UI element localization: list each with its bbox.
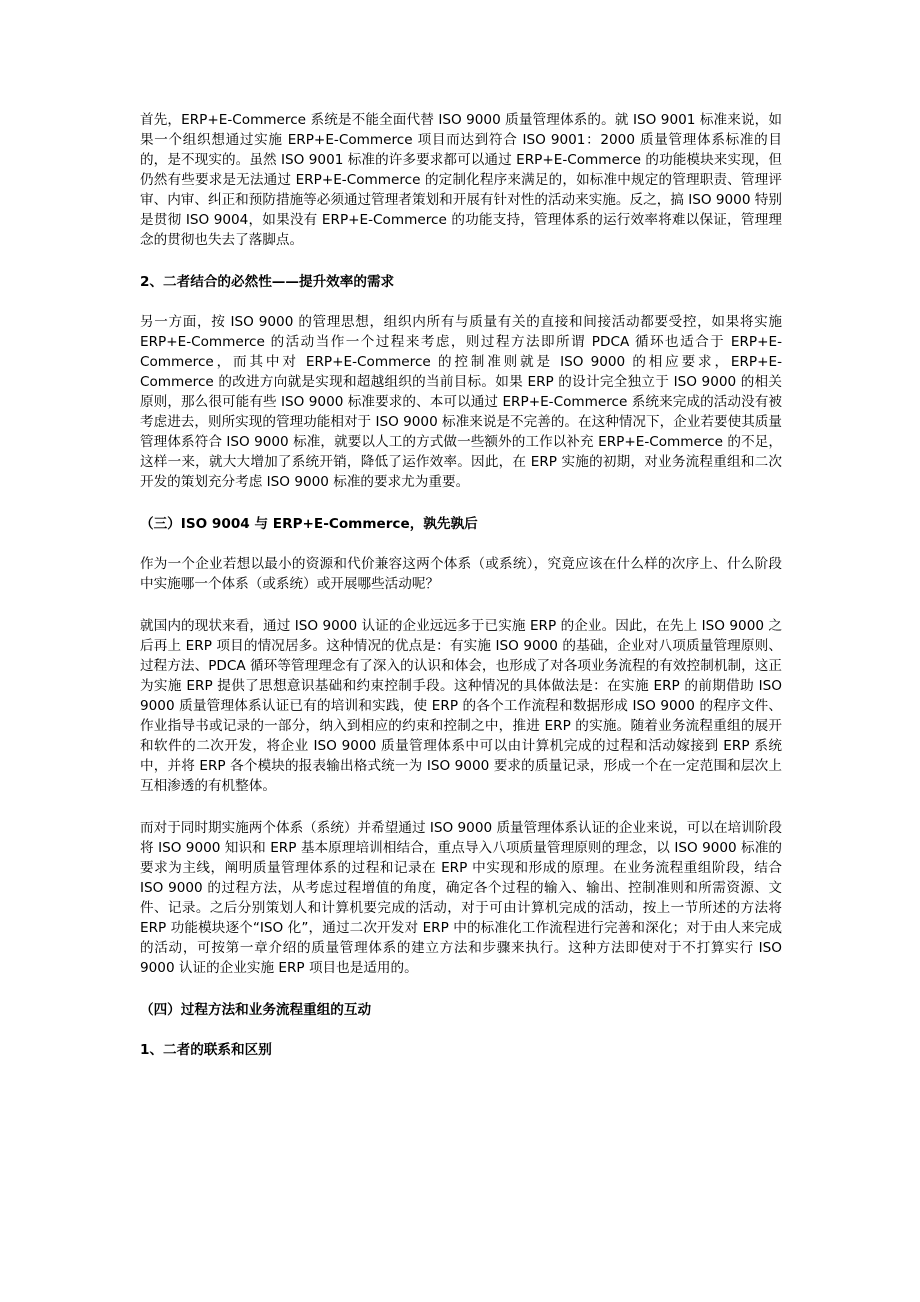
paragraph-3: 作为一个企业若想以最小的资源和代价兼容这两个体系（或系统），究竟应该在什么样的次序上、什么阶段中实施哪一个体系（或系统）或开展哪些活动呢？ — [140, 556, 782, 592]
section-heading-4: （四）过程方法和业务流程重组的互动 — [140, 1002, 372, 1018]
section-heading-2: 2、二者结合的必然性——提升效率的需求 — [140, 274, 395, 290]
section-heading-3: （三）ISO 9004 与 ERP+E-Commerce，孰先孰后 — [140, 516, 478, 532]
paragraph-1: 首先，ERP+E-Commerce 系统是不能全面代替 ISO 9000 质量管理体系的。就 ISO 9001 标准来说，如果一个组织想通过实施 ERP+E-Commerce 项目而达到符合 ISO 9001：2000 质量管理体系标准的目的，是不现实的。虽然 ISO 9001 标准的许多要求都可以通过 ERP+E-Commerce 的功能模块来实现，但仍然有些要求是无法通过 ERP+E-Commerce 的定制化程序来满足的，如标准中规定的管理职责、管理评审、内审、纠正和预防措施等必须通过管理者策划和开展有针对性的活动来实施。反之，搞 ISO 9000 特别是贯彻 ISO 9004，如果没有 ERP+E-Commerce 的功能支持，管理体系的运行效率将难以保证，管理理念的贯彻也失去了落脚点。 — [140, 112, 782, 248]
paragraph-5: 而对于同时期实施两个体系（系统）并希望通过 ISO 9000 质量管理体系认证的企业来说，可以在培训阶段将 ISO 9000 知识和 ERP 基本原理培训相结合，重点导入八项质量管理原则的理念，以 ISO 9000 标准的要求为主线，阐明质量管理体系的过程和记录在 ERP 中实现和形成的原理。在业务流程重组阶段，结合 ISO 9000 的过程方法，从考虑过程增值的角度，确定各个过程的输入、输出、控制准则和所需资源、文件、记录。之后分别策划人和计算机要完成的活动，对于可由计算机完成的活动，按上一节所述的方法将 ERP 功能模块逐个“ISO 化”，通过二次开发对 ERP 中的标准化工作流程进行完善和深化；对于由人来完成的活动，可按第一章介绍的质量管理体系的建立方法和步骤来执行。这种方法即使对于不打算实行 ISO 9000 认证的企业实施 ERP 项目也是适用的。 — [140, 820, 782, 976]
document-body — [140, 110, 782, 1060]
paragraph-4: 就国内的现状来看，通过 ISO 9000 认证的企业远远多于已实施 ERP 的企业。因此，在先上 ISO 9000 之后再上 ERP 项目的情况居多。这种情况的优点是：有实施 ISO 9000 的基础，企业对八项质量管理原则、过程方法、PDCA 循环等管理理念有了深入的认识和体会，也形成了对各项业务流程的有效控制机制，这正为实施 ERP 提供了思想意识基础和约束控制手段。这种情况的具体做法是：在实施 ERP 的前期借助 ISO 9000 质量管理体系认证已有的培训和实践，使 ERP 的各个工作流程和数据形成 ISO 9000 的程序文件、作业指导书或记录的一部分，纳入到相应的约束和控制之中，推进 ERP 的实施。随着业务流程重组的展开和软件的二次开发，将企业 ISO 9000 质量管理体系中可以由计算机完成的过程和活动嫁接到 ERP 系统中，并将 ERP 各个模块的报表输出格式统一为 ISO 9000 要求的质量记录，形成一个在一定范围和层次上互相渗透的有机整体。 — [140, 618, 782, 794]
paragraph-2: 另一方面，按 ISO 9000 的管理思想，组织内所有与质量有关的直接和间接活动都要受控，如果将实施 ERP+E-Commerce 的活动当作一个过程来考虑，则过程方法即所谓 PDCA 循环也适合于 ERP+E-Commerce，而其中对 ERP+E-Commerce 的控制准则就是 ISO 9000 的相应要求，ERP+E-Commerce 的改进方向就是实现和超越组织的当前目标。如果 ERP 的设计完全独立于 ISO 9000 的相关原则，那么很可能有些 ISO 9000 标准要求的、本可以通过 ERP+E-Commerce 系统来完成的活动没有被考虑进去，则所实现的管理功能相对于 ISO 9000 标准来说是不完善的。在这种情况下，企业若要使其质量管理体系符合 ISO 9000 标准，就要以人工的方式做一些额外的工作以补充 ERP+E-Commerce 的不足，这样一来，就大大增加了系统开销，降低了运作效率。因此，在 ERP 实施的初期，对业务流程重组和二次开发的策划充分考虑 ISO 9000 标准的要求尤为重要。 — [140, 314, 782, 490]
section-heading-5: 1、二者的联系和区别 — [140, 1042, 272, 1058]
